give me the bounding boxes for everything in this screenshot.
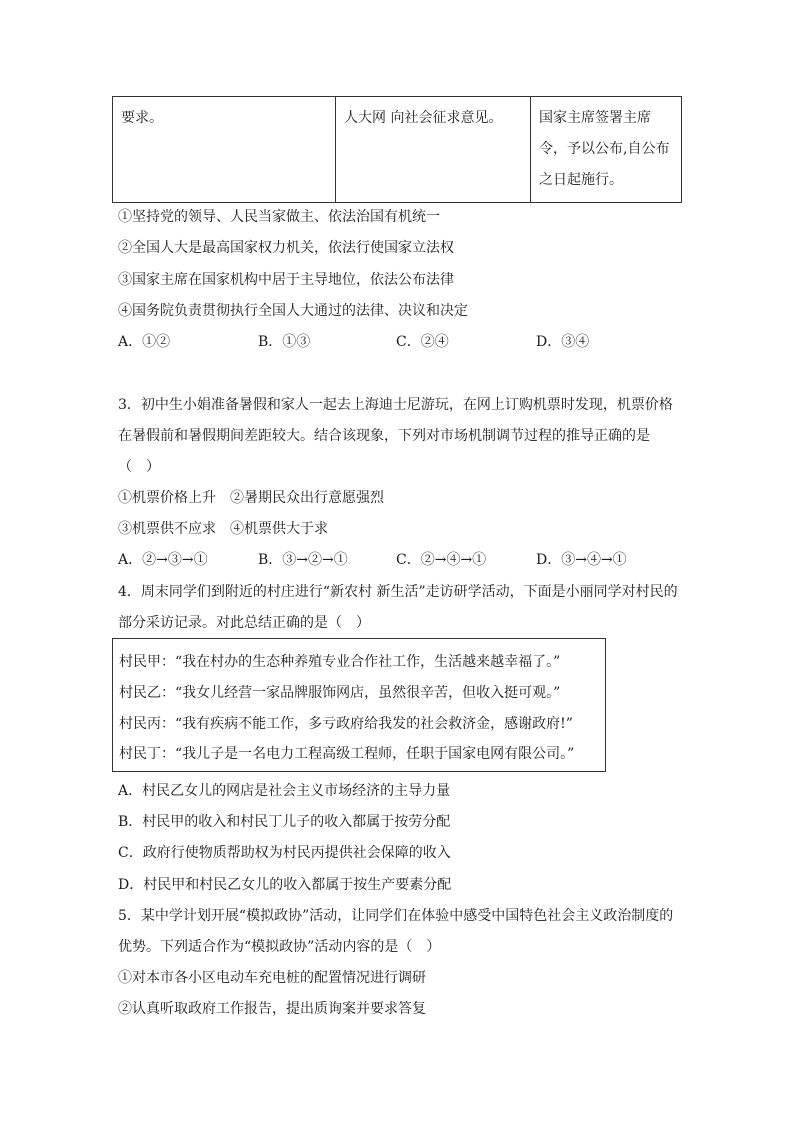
q2-option-b[interactable]: B．①③ [258,334,311,350]
interview-record-box [112,638,606,772]
q2-option-d[interactable]: D．③④ [536,334,590,350]
q5-stem-line-2: 优势。下列适合作为“模拟政协”活动内容的是（ ） [118,939,441,955]
q4-stem-line-1: 4．周末同学们到附近的村庄进行“新农村 新生活”走访研学活动，下面是小丽同学对村民的 [118,584,678,600]
q3-option-c[interactable]: C．②→④→① [396,552,487,568]
quote-villager-b: 村民乙：“我女儿经营一家品牌服饰网店，虽然很辛苦，但收入挺可观。” [119,685,561,701]
q4-option-a[interactable]: A．村民乙女儿的网店是社会主义市场经济的主导力量 [118,783,451,799]
legislation-process-table [112,96,682,203]
q3-answer-blank: （ ） [118,459,160,475]
q5-statement-2: ②认真听取政府工作报告，提出质询案并要求答复 [118,1001,426,1017]
q2-statement-4: ④国务院负责贯彻执行全国人大通过的法律、决议和决定 [118,303,468,319]
q3-option-d[interactable]: D．③→④→① [536,552,627,568]
q2-statement-3: ③国家主席在国家机构中居于主导地位，依法公布法律 [118,272,454,288]
q3-statement-1-2: ①机票价格上升 ②暑期民众出行意愿强烈 [118,490,384,506]
q2-option-c[interactable]: C．②④ [396,334,449,350]
table-cell: 人大网 向社会征求意见。 [336,97,531,203]
q3-stem-line-1: 3．初中生小娟准备暑假和家人一起去上海迪士尼游玩，在网上订购机票时发现，机票价格 [118,397,673,413]
q2-statement-2: ②全国人大是最高国家权力机关，依法行使国家立法权 [118,240,454,256]
q3-option-a[interactable]: A．②→③→① [118,552,208,568]
q2-statement-1: ①坚持党的领导、人民当家做主、依法治国有机统一 [118,209,440,225]
q2-option-a[interactable]: A．①② [118,334,171,350]
quote-villager-d: 村民丁：“我儿子是一名电力工程高级工程师，任职于国家电网有限公司。” [119,746,575,762]
quote-villager-c: 村民丙：“我有疾病不能工作，多亏政府给我发的社会救济金，感谢政府!” [119,716,573,732]
q3-statement-3-4: ③机票供不应求 ④机票供大于求 [118,521,328,537]
q4-option-b[interactable]: B．村民甲的收入和村民丁儿子的收入都属于按劳分配 [118,814,451,830]
q5-statement-1: ①对本市各小区电动车充电桩的配置情况进行调研 [118,970,426,986]
table-row [113,97,682,203]
table-cell: 国家主席签署主席令，予以公布,自公布之日起施行。 [531,97,682,203]
q4-option-c[interactable]: C．政府行使物质帮助权为村民丙提供社会保障的收入 [118,845,451,861]
q5-stem-line-1: 5．某中学计划开展“模拟政协”活动，让同学们在体验中感受中国特色社会主义政治制度的 [118,908,674,924]
q4-stem-line-2: 部分采访记录。对此总结正确的是（ ） [118,615,370,631]
q4-option-d[interactable]: D．村民甲和村民乙女儿的收入都属于按生产要素分配 [118,877,452,893]
q3-stem-line-2: 在暑假前和暑假期间差距较大。结合该现象，下列对市场机制调节过程的推导正确的是 [118,428,650,444]
table-cell: 要求。 [113,97,336,203]
quote-villager-a: 村民甲：“我在村办的生态种养殖专业合作社工作，生活越来越幸福了。” [119,654,561,670]
q3-option-b[interactable]: B．③→②→① [258,552,348,568]
